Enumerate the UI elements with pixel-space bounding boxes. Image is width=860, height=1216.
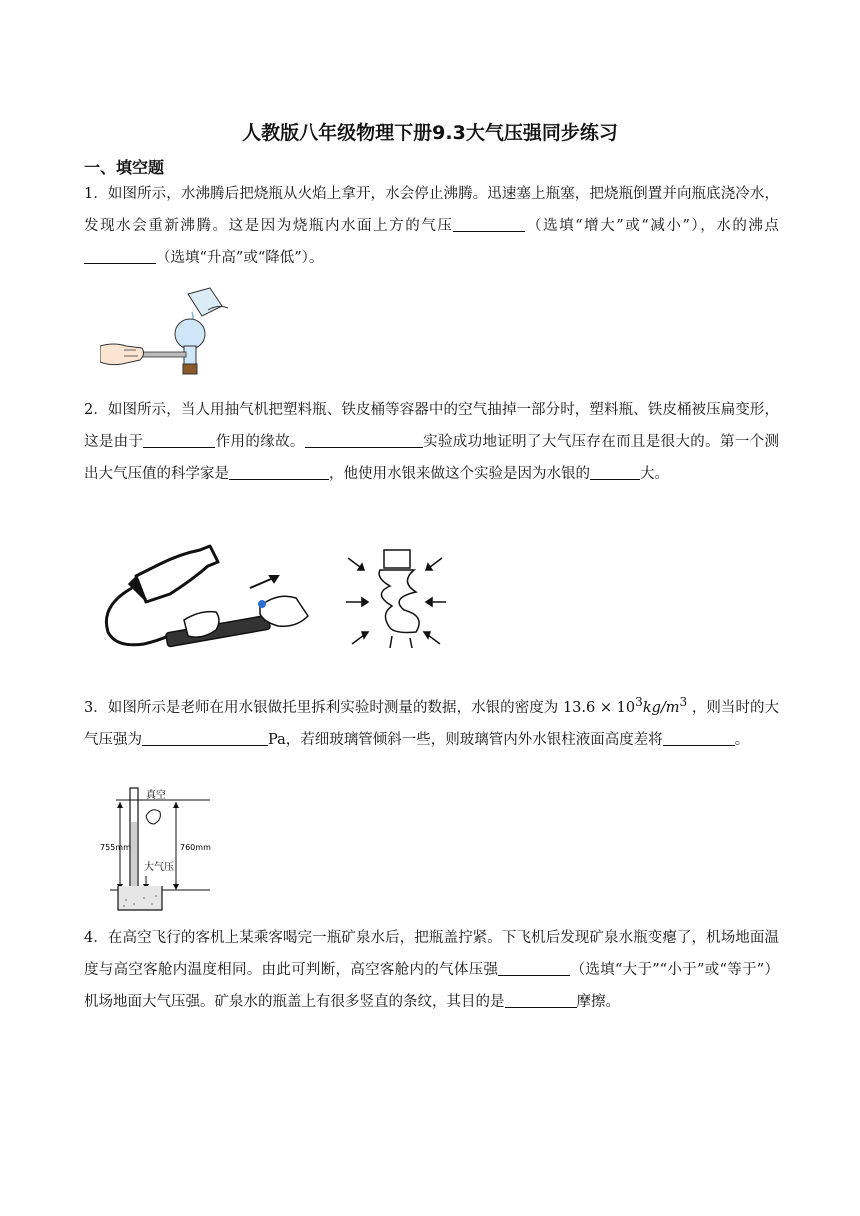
plastic-bottle-icon	[130, 546, 218, 602]
question-1: 1．如图所示，水沸腾后把烧瓶从火焰上拿开，水会停止沸腾。迅速塞上瓶塞，把烧瓶倒置并向瓶底浇冷水，发现水会重新沸腾。这是因为烧瓶内水面上方的气压 （选填“增大”或“减小”），水的沸点（选填“升高”或“降低”）。	[84, 186, 779, 266]
question-4: 4．在高空飞行的客机上某乘客喝完一瓶矿泉水后，把瓶盖拧紧。下飞机后发现矿泉水瓶变瘪了，机场地面温度与高空客舱内温度相同。由此可判断，高空客舱内的气体压强 （选填“大于”“小于”或“等于”）机场地面大气压强。矿泉水的瓶盖上有很多竖直的条纹，其目的是 摩擦。	[84, 930, 779, 1010]
answer-blank[interactable]	[498, 959, 570, 976]
hand-icon	[100, 344, 144, 365]
answer-blank[interactable]	[142, 729, 268, 746]
density-value: $13.6 \times 10^3kg/m^3$	[562, 695, 688, 716]
crushed-can-icon	[346, 550, 446, 648]
pouring-cup-icon	[188, 288, 228, 324]
answer-blank[interactable]	[305, 431, 423, 448]
question-2: 2．如图所示，当人用抽气机把塑料瓶、铁皮桶等容器中的空气抽掉一部分时，塑料瓶、铁皮桶被压扁变形，这是由于 作用的缘故。 实验成功地证明了大气压存在而且是很大的。第一个测出大气压值的科学家是 ，他使用水银来做这个实验是因为水银的 大。	[84, 402, 780, 482]
answer-blank[interactable]	[143, 431, 215, 448]
flask-figure	[100, 284, 250, 380]
answer-blank[interactable]	[84, 247, 156, 264]
question-3: 3．如图所示是老师在用水银做托里拆利实验时测量的数据，水银的密度为 $13.6 \times 10^3kg/m^3$ ，则当时的大气压强为 Pa，若细玻璃管倾斜一些，则玻璃管内外水银柱液面高度差将 。	[84, 695, 780, 748]
answer-blank[interactable]	[453, 215, 525, 232]
height-755-label: 755mm	[100, 843, 131, 852]
page-title: 人教版八年级物理下册9.3大气压强同步练习	[242, 122, 618, 144]
atm-label: 大气压	[144, 862, 174, 873]
answer-blank[interactable]	[663, 729, 735, 746]
vacuum-label: 真空	[146, 790, 166, 801]
answer-blank[interactable]	[590, 463, 640, 480]
height-760-label: 760mm	[180, 843, 211, 852]
section-heading: 一、填空题	[84, 158, 165, 177]
arrow-icon	[250, 576, 278, 588]
torricelli-figure	[100, 786, 230, 912]
answer-blank[interactable]	[505, 991, 577, 1008]
answer-blank[interactable]	[229, 463, 329, 480]
flask-icon	[175, 319, 205, 374]
pump-figure	[100, 536, 450, 666]
